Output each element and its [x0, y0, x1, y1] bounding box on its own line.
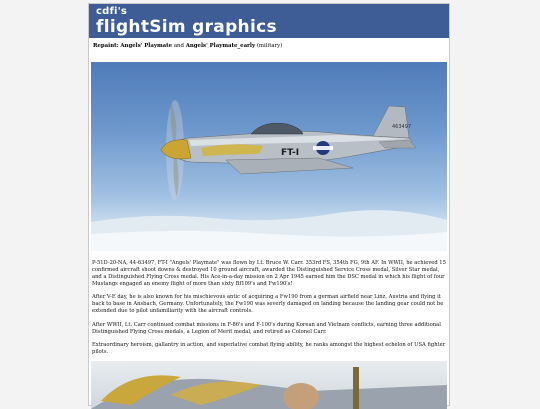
repaint-category: (military) — [256, 43, 283, 49]
p51-mustang-image — [91, 62, 447, 251]
insignia-bar — [313, 146, 333, 150]
brand-owner: cdfi's — [96, 6, 128, 17]
repaint-line — [93, 43, 445, 49]
nose-art-closeup — [91, 361, 447, 409]
tail-serial: 463497 — [392, 124, 412, 130]
spinner — [161, 140, 191, 159]
repaint-label: Repaint: — [93, 43, 119, 49]
repaint-name-early: Angels' Playmate_early — [185, 43, 256, 49]
wing — [226, 158, 353, 174]
fuselage-code: FT-I — [281, 148, 300, 158]
nose-art-figure — [283, 383, 319, 409]
nose-art-image — [91, 361, 447, 409]
description-paragraph: Extraordinary heroism, gallantry in action, and superlative combat flying ability, he ranks amongst the highest echelon of USA fighter pilots. — [92, 342, 446, 355]
aircraft-screenshot — [91, 62, 447, 251]
description-paragraph: After WWII, Lt. Carr continued combat missions in F-86's and F-100's during Korean and Vietnam conflicts, earning three additional Distinguished Flying Cross medals, a Legion of Merit medal, and retired as Colonel Carr. — [92, 322, 441, 335]
canopy — [251, 123, 303, 134]
description-paragraph: P-51D-20-NA, 44-63497, FT-I "Angels' Playmate" was flown by Lt. Bruce W. Carr. 353rd FS, 354th FG, 9th AF. In WWII, he achieved 15 confirmed aircraft shoot downs & destroyed 10 ground aircraft, awarded the Distinguished Service Cross medal, Silver Star medal, and a Distinguished Flying Cross medal. His Ace-in-a-day mission on 2 Apr 1945 earned him the DSC medal in which his flight of four Mustangs engaged an enemy flight of more than sixty Bf109's and Fw190's! — [92, 260, 446, 287]
exhaust-stack — [353, 367, 359, 409]
site-title[interactable]: flightSim graphics — [96, 17, 277, 37]
site-header — [89, 4, 449, 38]
repaint-and: and — [173, 43, 184, 49]
tail-fin — [373, 106, 412, 138]
page-content — [89, 4, 449, 405]
repaint-name-primary: Angels' Playmate — [120, 43, 173, 49]
description-paragraph: After V-E day, he is also known for his mischievous antic of acquiring a Fw190 from a german airfield near Linz, Austria and flying it back to base in Ansbach, Germany. Unfortunately, the Fw190 was severly damaged on landing because the landing gear could not be extended due to pilot unfamiliarity with the aircraft controls. — [92, 294, 444, 314]
